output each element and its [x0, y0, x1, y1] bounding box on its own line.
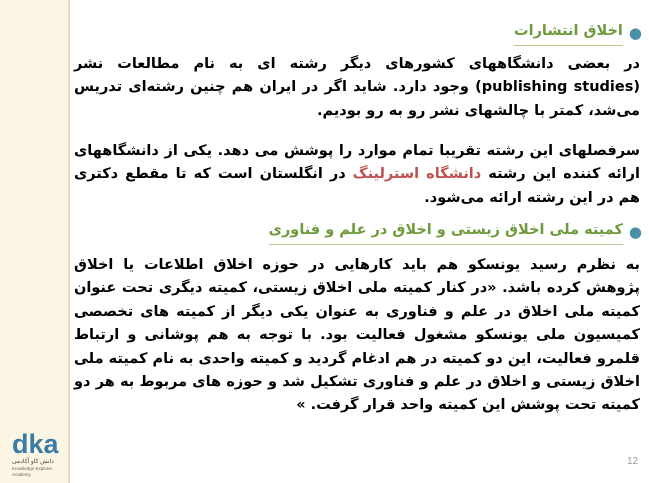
logo-subtitle-fa: دانش کاو آکادمی [12, 459, 54, 465]
page-number: 12 [627, 456, 639, 467]
paragraph-text: در انگلستان است که تا مقطع دکتری هم در این رشته ارائه می‌شود. [74, 166, 640, 206]
paragraph-curriculum [74, 140, 640, 210]
heading-text: کمیته ملی اخلاق زیستی و اخلاق در علم و فناوری [269, 219, 623, 245]
bullet-icon: ● [628, 222, 642, 241]
side-panel [0, 0, 68, 483]
side-divider [68, 0, 70, 483]
heading-bioethics-committee [269, 219, 642, 245]
heading-publishing-ethics [514, 20, 642, 46]
bullet-icon: ● [628, 23, 642, 42]
paragraph-text: سرفصلهای این رشته تقریبا تمام موارد را پوشش می دهد. یکی از دانشگاههای ارائه کننده این رشته [74, 143, 640, 183]
heading-text: اخلاق انتشارات [514, 20, 623, 46]
logo [12, 430, 72, 476]
slide-content [72, 0, 642, 483]
logo-subtitle-en: Knowledge Explorer Academy [12, 466, 53, 477]
paragraph-publishing-studies: در بعضی دانشگاههای کشورهای دیگر رشته ای به نام مطالعات نشر (publishing studies) وجود دارد. شاید اگر در ایران هم چنین رشته‌ای تدریس می‌شد، کمتر با چالشهای نشر رو به رو بودیم. [74, 56, 640, 119]
highlight-university: دانشگاه استرلینگ [352, 166, 482, 183]
paragraph-unesco: به نظرم رسید یونسکو هم باید کارهایی در حوزه اخلاق اطلاعات یا اخلاق پژوهش کرده باشد. «در کنار کمیته ملی اخلاق زیستی، کمیته دیگری تحت عنوان کمیته ملی اخلاق در علم و فناوری به عنوان یکی دیگر از کمیته های تخصصی کمیسیون ملی یونسکو مشغول فعالیت بود. با توجه به هم پوشانی و ارتباط قلمرو فعالیت، این دو کمیته در هم ادغام گردید و کمیته واحدی به نام کمیته ملی اخلاق زیستی و اخلاق در علم و فناوری تشکیل شد و حوزه های مربوط به هر دو کمیته تحت پوشش این کمیته واحد قرار گرفت. » [74, 257, 640, 414]
logo-mark: dka [12, 429, 59, 459]
